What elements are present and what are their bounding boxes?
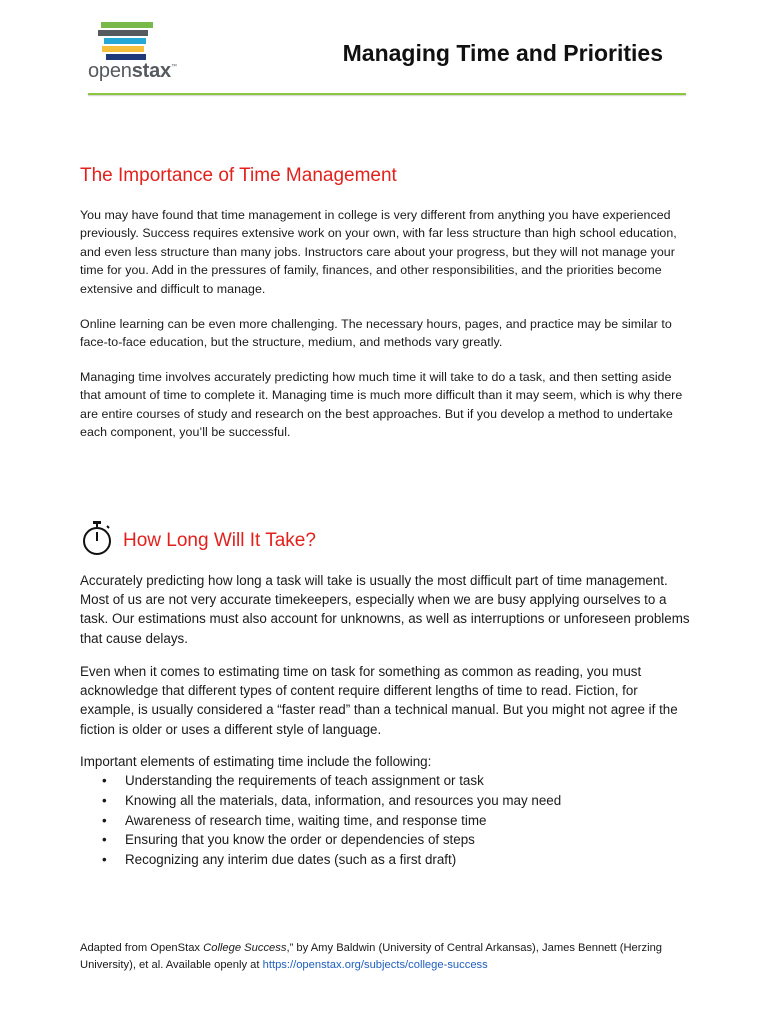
bullet-marker: • bbox=[102, 812, 107, 828]
stopwatch-icon bbox=[80, 520, 114, 556]
footer-credits: ,” by Amy Baldwin (University of Central Arkansas), James Bennett (Herzing University), et al. Available openly at bbox=[80, 942, 663, 971]
paragraph: You may have found that time management in college is very different from anything you have experienced previously. Success requires extensive work on your own, with far less structure than high school education, and even less structure than many jobs. Instructors care about your progress, but they will not manage your time for you. Add in the pressures of family, finances, and other responsibilities, and the priorities become extensive and difficult to manage. bbox=[80, 208, 677, 296]
footer-prefix: Adapted from OpenStax bbox=[80, 942, 204, 954]
list-item-text: Awareness of research time, waiting time, and response time bbox=[125, 812, 487, 828]
section-heading-time-management: The Importance of Time Management bbox=[80, 165, 397, 186]
logo-bar-gray bbox=[98, 30, 148, 36]
paragraph: Managing time involves accurately predicting how much time it will take to do a task, and then setting aside that amount of time to complete it. Managing time is much more difficult than it may seem, which is why there are entire courses of study and research on the best approaches. But if you develop a method to undertake each component, you’ll be successful. bbox=[80, 370, 683, 440]
paragraph: Online learning can be even more challenging. The necessary hours, pages, and practice may be similar to face-to-face education, but the structure, medium, and methods vary greatly. bbox=[80, 317, 672, 350]
attribution-footer bbox=[80, 940, 690, 974]
openstax-logo bbox=[88, 22, 178, 90]
header-divider bbox=[88, 93, 686, 95]
list-item bbox=[80, 830, 690, 850]
list-item bbox=[80, 811, 690, 831]
list-item bbox=[80, 771, 690, 791]
list-item-text: Understanding the requirements of teach assignment or task bbox=[125, 773, 484, 788]
logo-bar-yellow bbox=[102, 46, 144, 52]
document-title: Managing Time and Priorities bbox=[342, 40, 663, 66]
list-item bbox=[80, 850, 690, 870]
paragraph: Accurately predicting how long a task will take is usually the most difficult part of time management. Most of us are not very accurate timekeepers, especially when we are busy applying ourselves to a task. Our estimations must also account for unknowns, as well as interruptions or unforeseen problems that cause delays. bbox=[80, 573, 690, 646]
list-item-text: Knowing all the materials, data, information, and resources you may need bbox=[125, 792, 562, 808]
bullet-marker: • bbox=[102, 852, 107, 868]
estimating-elements-list bbox=[80, 771, 690, 870]
bullet-marker: • bbox=[102, 832, 107, 848]
logo-wordmark: openstax™ bbox=[88, 60, 177, 82]
logo-bar-green bbox=[101, 22, 153, 28]
footer-book-title: College Success bbox=[203, 942, 287, 954]
section-heading-how-long: How Long Will It Take? bbox=[123, 530, 316, 551]
logo-bar-blue bbox=[104, 38, 146, 44]
list-item-text: Recognizing any interim due dates (such as a first draft) bbox=[125, 852, 457, 868]
bullet-marker: • bbox=[102, 773, 107, 788]
list-item bbox=[80, 791, 690, 811]
paragraph: Even when it comes to estimating time on task for something as common as reading, you must acknowledge that different types of content require different lengths of time to read. Fiction, for example, is usually considered a “faster read” than a technical manual. But you might not agree if the fiction is older or uses a different style of language. bbox=[80, 664, 678, 737]
footer-link[interactable]: https://openstax.org/subjects/college-success bbox=[262, 959, 488, 971]
list-item-text: Ensuring that you know the order or dependencies of steps bbox=[125, 832, 475, 848]
bullet-list-intro: Important elements of estimating time include the following: bbox=[80, 754, 432, 769]
bullet-marker: • bbox=[102, 792, 107, 808]
